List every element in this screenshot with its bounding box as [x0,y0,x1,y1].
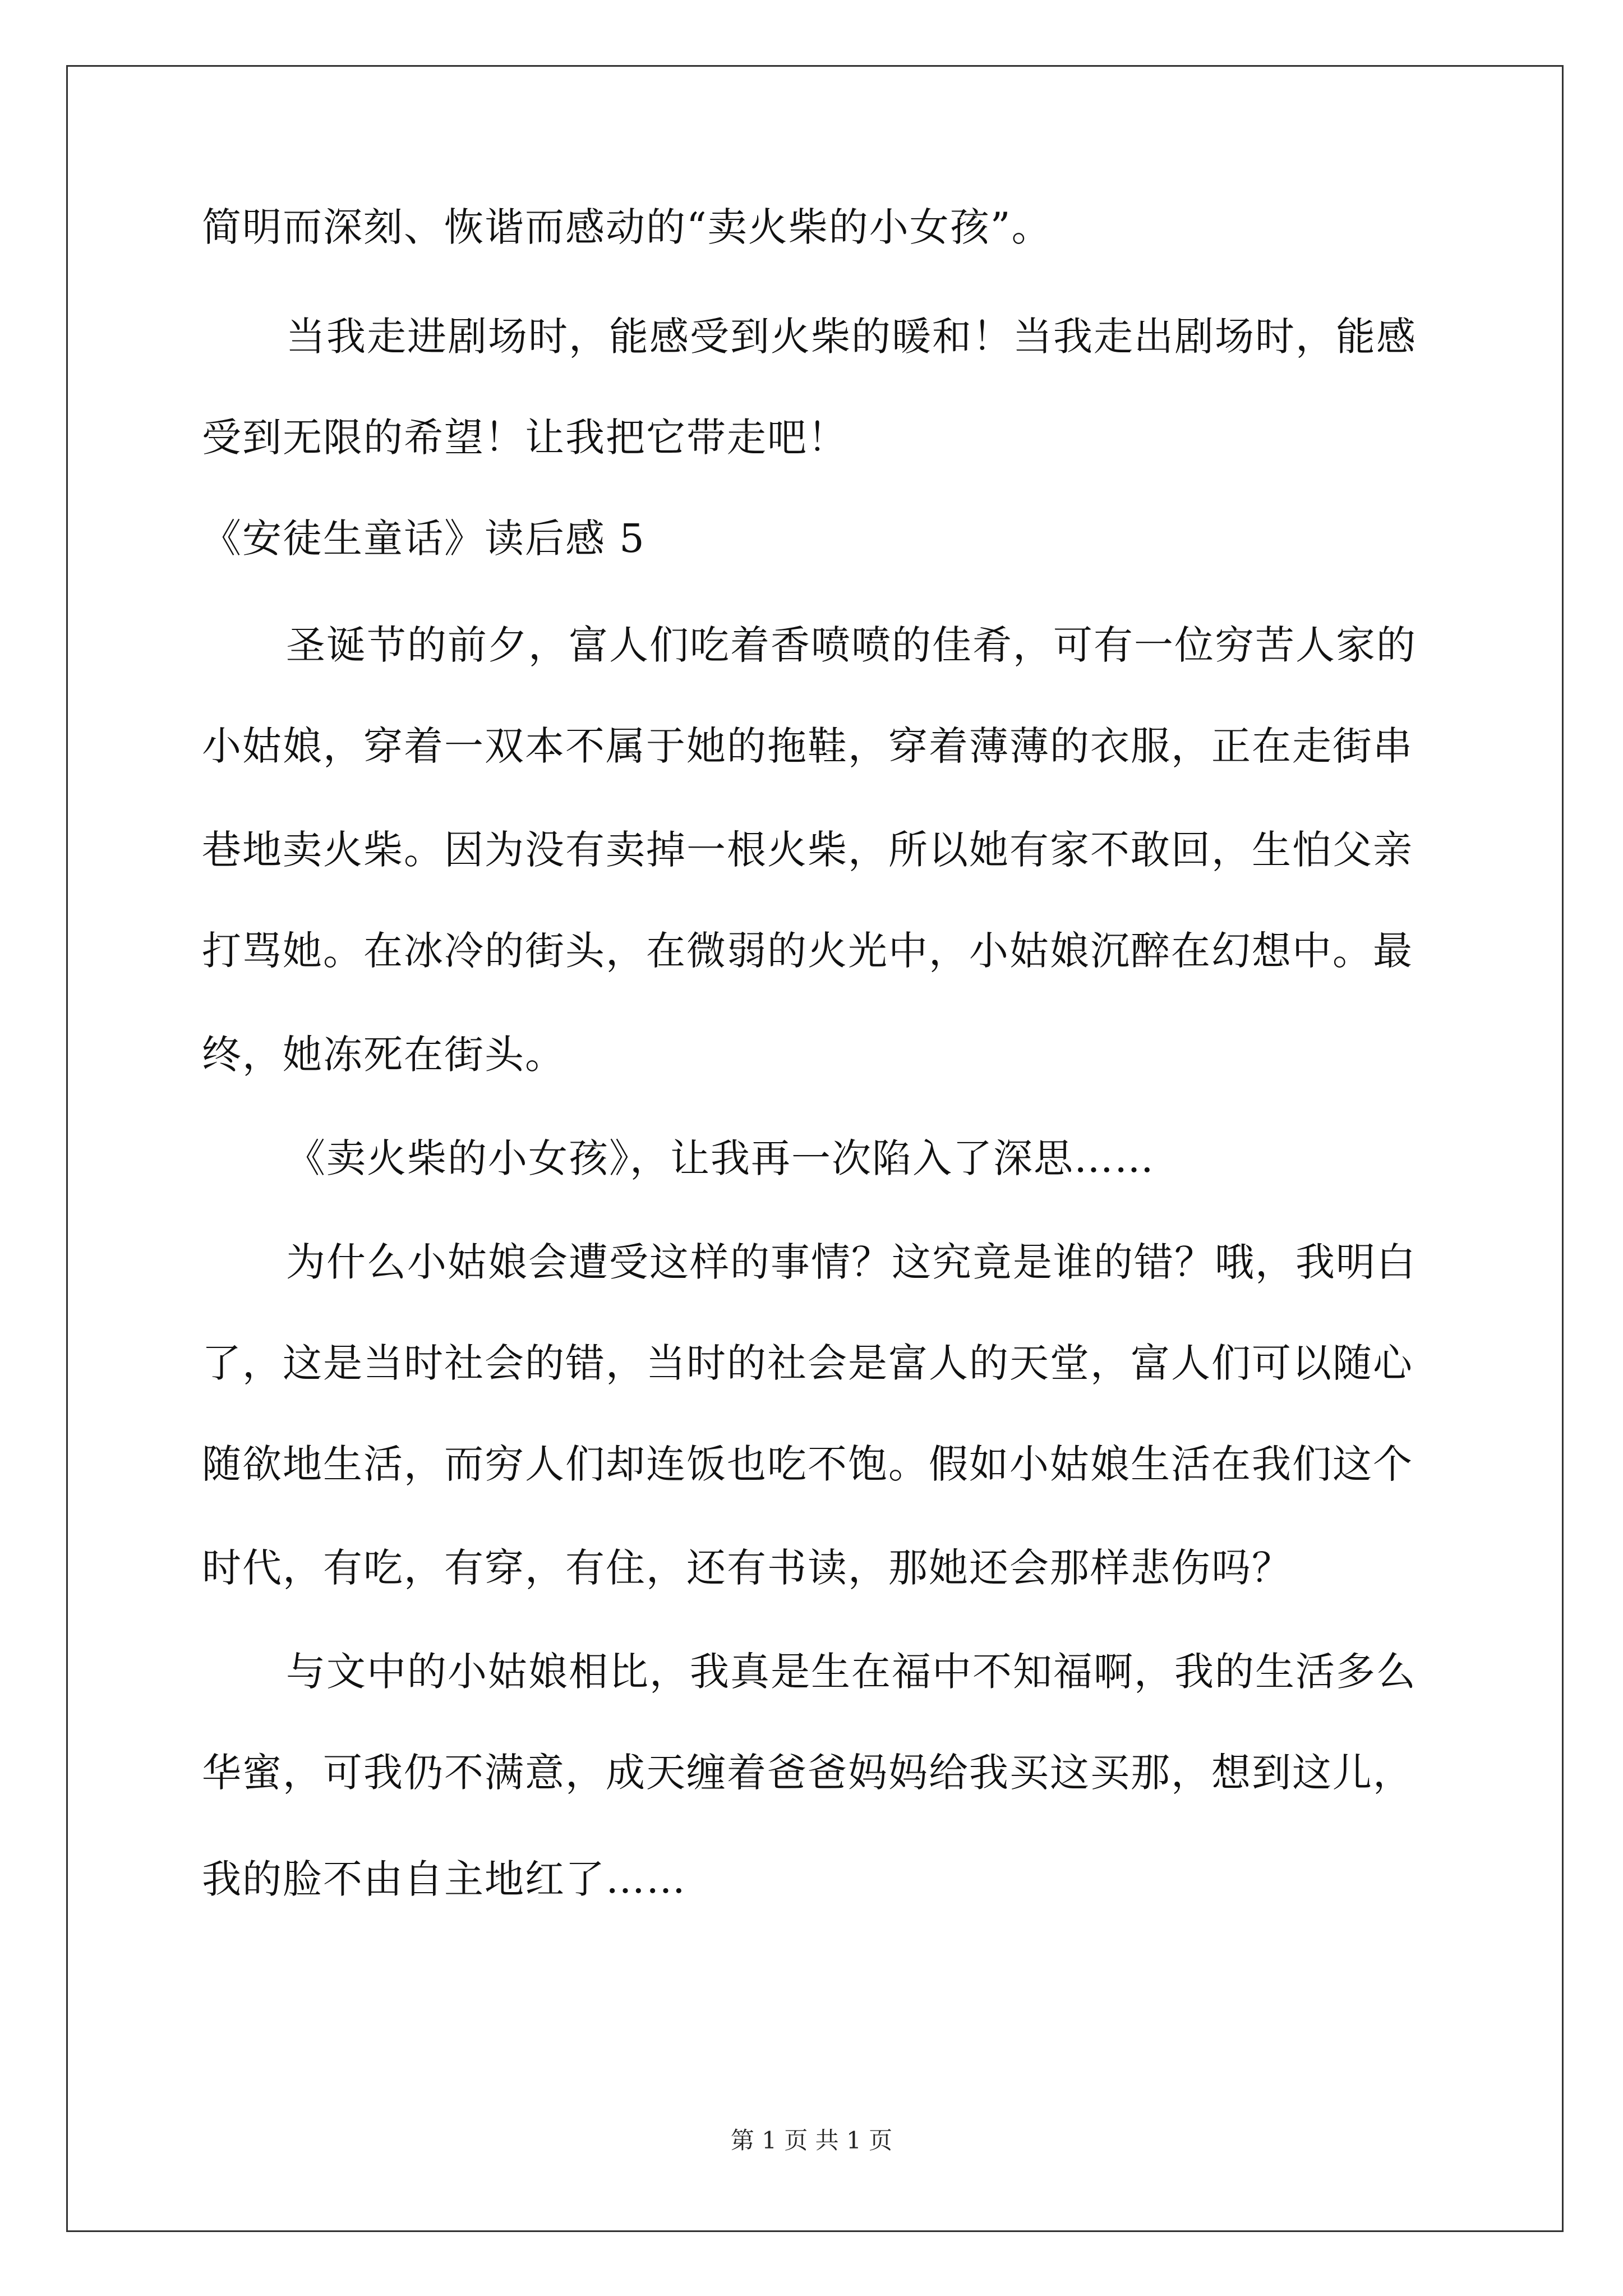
text-line-15: 与文中的小姑娘相比，我真是生在福中不知福啊，我的生活多么 [286,1649,1417,1695]
section-heading: 《安徒生童话》读后感 5 [202,516,645,562]
text-line-17: 我的脸不由自主地红了…… [202,1856,686,1902]
text-line-9: 终，她冻死在街头。 [202,1032,565,1078]
text-line-2: 当我走进剧场时，能感受到火柴的暖和！当我走出剧场时，能感 [286,314,1417,360]
text-line-13: 随欲地生活，而穷人们却连饭也吃不饱。假如小姑娘生活在我们这个 [202,1441,1413,1487]
text-line-11: 为什么小姑娘会遭受这样的事情？这究竟是谁的错？哦，我明白 [286,1239,1417,1285]
text-line-8: 打骂她。在冰冷的街头，在微弱的火光中，小姑娘沉醉在幻想中。最 [202,928,1413,974]
text-line-14: 时代，有吃，有穿，有住，还有书读，那她还会那样悲伤吗？ [202,1545,1292,1591]
text-line-6: 小姑娘，穿着一双本不属于她的拖鞋，穿着薄薄的衣服，正在走街串 [202,723,1413,769]
text-line-3: 受到无限的希望！让我把它带走吧！ [202,415,848,461]
text-line-12: 了，这是当时社会的错，当时的社会是富人的天堂，富人们可以随心 [202,1340,1413,1386]
text-line-16: 华蜜，可我仍不满意，成天缠着爸爸妈妈给我买这买那，想到这儿， [202,1750,1413,1796]
text-line-7: 巷地卖火柴。因为没有卖掉一根火柴，所以她有家不敢回，生怕父亲 [202,827,1413,873]
text-line-1: 简明而深刻、恢谐而感动的“卖火柴的小女孩”。 [202,204,1052,250]
text-line-5: 圣诞节的前夕，富人们吃着香喷喷的佳肴，可有一位穷苦人家的 [286,622,1417,668]
page-footer: 第 1 页 共 1 页 [730,2127,893,2154]
text-line-10: 《卖火柴的小女孩》，让我再一次陷入了深思…… [286,1135,1155,1181]
